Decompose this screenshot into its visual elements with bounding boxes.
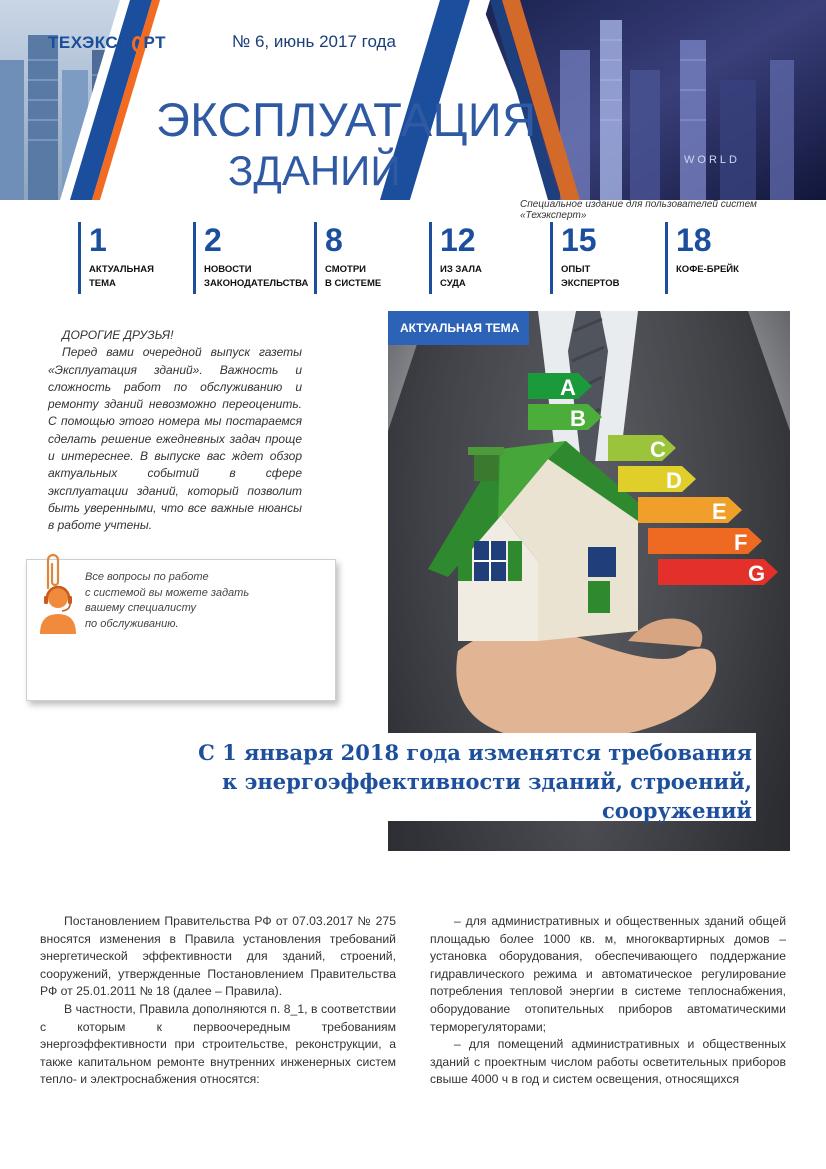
brand-logo [48, 30, 166, 56]
logo-text-tail: РТ [143, 33, 166, 52]
headline-line: С 1 января 2018 года изменятся требования [198, 740, 752, 765]
toc-label: АКТУАЛЬНАЯ [89, 264, 154, 275]
toc-label: НОВОСТИ [204, 264, 252, 275]
toc-label: ЭКСПЕРТОВ [561, 278, 620, 289]
toc-page-number: 12 [440, 222, 476, 258]
article-paragraph: – для помещений административных и общественных зданий с проектным числом работы осветительных приборов свыше 4000 ч в год и систем освещения, относящихся [430, 1037, 786, 1087]
note-line: с системой вы можете задать [85, 586, 250, 599]
note-line: по обслуживанию. [85, 617, 179, 630]
energy-class-label: D [666, 468, 682, 493]
toc-item[interactable] [314, 222, 381, 294]
toc-label: СУДА [440, 278, 466, 289]
logo-text: ТЕХЭКСП [48, 33, 131, 52]
energy-class-label: B [570, 406, 586, 431]
editorial-greeting: ДОРОГИЕ ДРУЗЬЯ! [62, 328, 174, 342]
article-column-right [430, 913, 786, 1089]
support-agent-icon [38, 582, 78, 634]
toc-label: В СИСТЕМЕ [325, 278, 382, 289]
article-headline [190, 738, 752, 825]
article-paragraph: – для административных и общественных зданий общей площадью более 1000 кв. м, многоквартирных домов – установка оборудования, обеспечивающего поддержание гидравлического режима и автоматическое регулирование потребления тепловой энергии в системе теплоснабжения, оборудование отопительных приборов автоматическими терморегуляторами; [430, 914, 786, 1034]
world-text: WORLD [684, 154, 740, 166]
energy-class-label: F [734, 530, 748, 555]
publication-subtitle: Специальное издание для пользователей систем «Техэксперт» [520, 199, 757, 221]
toc-label: ЗАКОНОДАТЕЛЬСТВА [204, 278, 309, 289]
energy-class-label: A [560, 375, 576, 400]
toc-label: ОПЫТ [561, 264, 591, 275]
article-paragraph: Постановлением Правительства РФ от 07.03.2017 № 275 вносятся изменения в Правила установления требований энергетической эффективности для зданий, строений, сооружений, утвержденные Постановлением Правительства РФ от 25.01.2011 № 18 (далее – Правила). [40, 914, 396, 999]
energy-class-label: G [748, 561, 766, 586]
toc-item[interactable] [429, 222, 482, 294]
energy-class-label: E [712, 499, 727, 524]
toc-page-number: 18 [676, 222, 712, 258]
toc-item[interactable] [665, 222, 739, 294]
energy-class-label: C [650, 437, 666, 462]
toc-label: ТЕМА [89, 278, 116, 289]
article-column-left [40, 913, 396, 1089]
issue-number: № 6, июнь 2017 года [232, 32, 396, 51]
note-line: вашему специалисту [85, 602, 197, 614]
toc-item[interactable] [193, 222, 308, 294]
toc-item[interactable] [550, 222, 619, 294]
toc-page-number: 8 [325, 222, 343, 258]
publication-title: ЭКСПЛУАТАЦИЯ [156, 93, 537, 146]
editorial-intro [48, 327, 302, 535]
toc-label: КОФЕ-БРЕЙК [676, 264, 739, 275]
toc-page-number: 1 [89, 222, 107, 258]
toc-item[interactable] [78, 222, 154, 294]
headline-line: к энергоэффективности зданий, строений, сооружений [222, 769, 752, 823]
support-note [26, 559, 336, 701]
toc-page-number: 2 [204, 222, 222, 258]
article-paragraph: В частности, Правила дополняются п. 8_1, в соответствии с которым к первоочередным требованиям энергоэффективности при строительстве, реконструкции, а также капитальном ремонте внутренних инженерных систем тепло- и электроснабжения относятся: [40, 1001, 396, 1087]
editorial-text: Перед вами очередной выпуск газеты «Эксплуатация зданий». Важность и сложность работ по обслуживанию и ремонту зданий невозможно переоценить. С помощью этого номера мы постараемся сделать решение ежедневных задач проще и интереснее. В выпуске вас ждет обзор актуальных событий в сфере эксплуатации зданий, который позволит быть уверенными, что все важные нюансы в работе учтены. [48, 345, 302, 533]
publication-title-line2: ЗДАНИЙ [228, 147, 401, 194]
toc-label: ИЗ ЗАЛА [440, 264, 482, 275]
toc-page-number: 15 [561, 222, 597, 258]
section-tag: АКТУАЛЬНАЯ ТЕМА [388, 311, 529, 345]
toc-label: СМОТРИ [325, 264, 367, 275]
note-line: Все вопросы по работе [85, 571, 209, 583]
logo-ring-icon [132, 36, 143, 52]
